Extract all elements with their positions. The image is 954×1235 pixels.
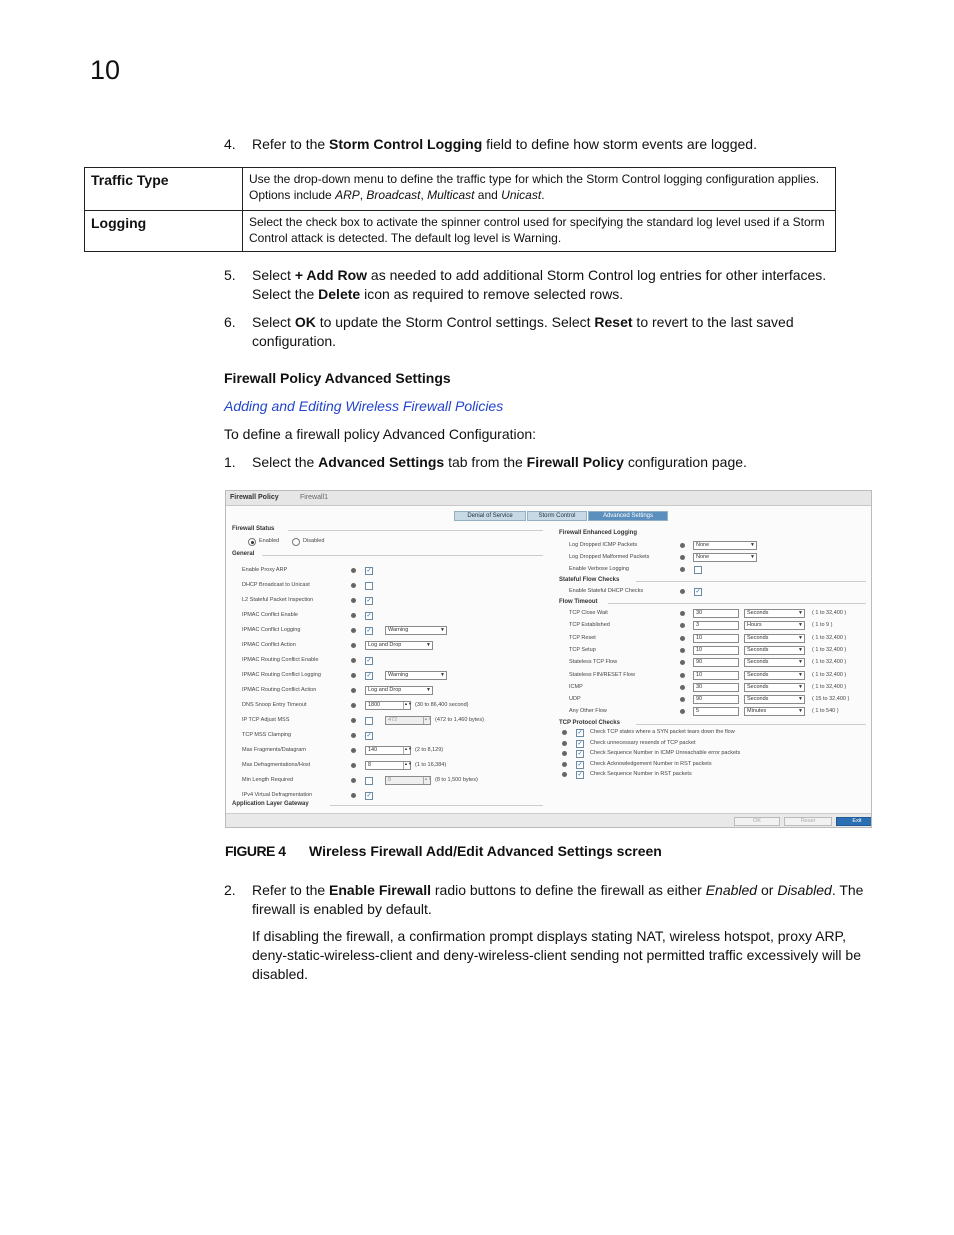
info-icon <box>680 623 685 628</box>
stateful-label: Stateful Flow Checks <box>559 577 620 583</box>
range-hint: ( 1 to 32,400 ) <box>812 610 847 616</box>
storm-logging-table <box>84 167 836 252</box>
table-desc: Use the drop-down menu to define the traffic type for which the Storm Control logging configuration applies. Options include ARP, Broadcast, Multicast and Unicast. <box>243 168 836 211</box>
info-icon <box>351 793 356 798</box>
setting-number-input[interactable] <box>365 701 411 710</box>
range-hint: ( 1 to 32,400 ) <box>812 659 847 666</box>
tcp-check-label: Check Sequence Number in RST packets <box>590 771 692 777</box>
setting-label: ICMP <box>569 683 583 690</box>
chevron-down-icon: ▼ <box>798 622 803 629</box>
chevron-down-icon: ▼ <box>798 683 803 690</box>
setting-checkbox[interactable]: ✓ <box>366 733 372 739</box>
advanced-settings-screenshot <box>225 490 872 828</box>
timeout-input[interactable]: 10 <box>693 634 739 643</box>
setting-label: Enable Verbose Logging <box>569 566 629 572</box>
select-value: Seconds <box>747 683 769 690</box>
timeout-input[interactable]: 30 <box>693 609 739 618</box>
info-icon <box>680 697 685 702</box>
select-value: Log and Drop <box>368 642 402 648</box>
range-hint: (8 to 1,500 bytes) <box>435 777 478 783</box>
chevron-down-icon: ▼ <box>798 646 803 653</box>
setting-checkbox[interactable]: ✓ <box>366 658 372 664</box>
setting-label: IPv4 Virtual Defragmentation <box>242 792 313 798</box>
info-icon <box>680 543 685 548</box>
spinner-arrows-icon[interactable]: ▲▼ <box>423 777 430 784</box>
setting-label: Log Dropped Malformed Packets <box>569 554 650 560</box>
tcp-check-label: Check TCP states where a SYN packet tears down the flow <box>590 729 735 735</box>
setting-checkbox[interactable]: ✓ <box>695 589 701 595</box>
setting-checkbox[interactable]: ✓ <box>366 568 372 574</box>
timeout-input[interactable]: 3 <box>693 621 739 630</box>
chevron-down-icon: ▼ <box>798 610 803 616</box>
unit-select[interactable] <box>744 621 805 630</box>
screen-header <box>226 491 871 506</box>
info-icon <box>351 763 356 768</box>
step-6: 6. Select OK to update the Storm Control settings. Select Reset to revert to the last saved configuration. <box>224 314 794 349</box>
range-hint: ( 1 to 32,400 ) <box>812 646 847 653</box>
setting-checkbox[interactable] <box>365 777 373 785</box>
setting-label: IPMAC Routing Conflict Logging <box>242 672 321 678</box>
info-icon <box>351 673 356 678</box>
info-icon <box>351 598 356 603</box>
chevron-down-icon: ▼ <box>798 659 803 666</box>
setting-label: DHCP Broadcast to Unicast <box>242 582 310 588</box>
setting-label: Enable Stateful DHCP Checks <box>569 588 644 594</box>
chevron-down-icon: ▼ <box>426 687 431 693</box>
timeout-input[interactable]: 5 <box>693 707 739 716</box>
info-icon <box>680 567 685 572</box>
chevron-down-icon: ▼ <box>440 627 445 633</box>
setting-checkbox[interactable] <box>365 582 373 590</box>
setting-label: TCP Setup <box>569 646 596 653</box>
step-1: 1. Select the Advanced Settings tab from the Firewall Policy configuration page. <box>224 454 747 470</box>
setting-label: IPMAC Routing Conflict Enable <box>242 657 319 663</box>
chevron-down-icon: ▼ <box>426 642 431 648</box>
divider <box>262 555 543 556</box>
timeout-input[interactable]: 10 <box>693 671 739 680</box>
screen-title: Firewall Policy <box>230 494 279 501</box>
general-label: General <box>232 551 255 557</box>
setting-label: TCP Established <box>569 622 610 629</box>
policies-link[interactable]: Adding and Editing Wireless Firewall Policies <box>224 398 504 414</box>
info-icon <box>562 730 567 735</box>
info-icon <box>680 660 685 665</box>
select-value: Seconds <box>747 696 769 703</box>
info-icon <box>351 658 356 663</box>
setting-label: Stateless TCP Flow <box>569 659 618 666</box>
setting-label: Stateless FIN/RESET Flow <box>569 671 635 678</box>
table-row <box>85 168 836 211</box>
range-hint: ( 1 to 32,400 ) <box>812 671 847 678</box>
exit-button[interactable]: Exit <box>836 817 872 826</box>
info-icon <box>351 583 356 588</box>
info-icon <box>680 685 685 690</box>
info-icon <box>680 636 685 641</box>
info-icon <box>351 688 356 693</box>
info-icon <box>351 613 356 618</box>
setting-number-input[interactable] <box>365 761 411 770</box>
range-hint: ( 1 to 9 ) <box>812 622 833 629</box>
info-icon <box>351 718 356 723</box>
info-icon <box>680 555 685 560</box>
range-hint: ( 1 to 32,400 ) <box>812 683 847 690</box>
tcp-check-checkbox[interactable]: ✓ <box>577 772 583 778</box>
unit-select[interactable] <box>744 683 805 692</box>
setting-checkbox[interactable]: ✓ <box>366 673 372 679</box>
table-key: Logging <box>85 211 243 252</box>
info-icon <box>351 628 356 633</box>
info-icon <box>680 709 685 714</box>
setting-checkbox[interactable]: ✓ <box>366 793 372 799</box>
table-row <box>85 211 836 252</box>
select-value: None <box>696 542 710 548</box>
enabled-label: Enabled <box>259 538 280 544</box>
setting-label: TCP Close Wait <box>569 610 608 616</box>
enabled-radio[interactable] <box>248 538 256 546</box>
app-layer-label: Application Layer Gateway <box>232 801 309 807</box>
select-value: Log and Drop <box>368 687 402 693</box>
chevron-down-icon: ▼ <box>798 671 803 678</box>
setting-label: Max Defragmentations/Host <box>242 762 311 768</box>
setting-select[interactable] <box>365 641 433 650</box>
info-icon <box>680 589 685 594</box>
input-value: 8 <box>388 777 392 783</box>
setting-select[interactable] <box>385 626 447 635</box>
chevron-down-icon: ▼ <box>440 672 445 678</box>
divider <box>636 581 866 582</box>
screen-footer <box>226 813 871 828</box>
info-icon <box>562 741 567 746</box>
unit-select[interactable] <box>744 695 805 704</box>
divider <box>288 530 543 531</box>
setting-number-input <box>385 716 431 725</box>
spinner-arrows-icon[interactable]: ▲▼ <box>403 762 410 769</box>
setting-checkbox[interactable]: ✓ <box>366 628 372 634</box>
setting-label: Min Length Required <box>242 777 294 783</box>
unit-select[interactable] <box>744 646 805 655</box>
info-icon <box>562 751 567 756</box>
setting-checkbox[interactable] <box>694 566 702 574</box>
info-icon <box>351 703 356 708</box>
info-icon <box>680 673 685 678</box>
setting-label: Log Dropped ICMP Packets <box>569 542 638 548</box>
setting-checkbox[interactable]: ✓ <box>366 613 372 619</box>
setting-number-input <box>385 776 431 785</box>
setting-select[interactable] <box>693 553 757 562</box>
spinner-arrows-icon[interactable]: ▲▼ <box>403 747 410 754</box>
setting-label: IPMAC Conflict Action <box>242 642 296 648</box>
tab-denial-of-service[interactable]: Denial of Service <box>454 511 526 521</box>
setting-number-input[interactable] <box>365 746 411 755</box>
intro-text: To define a firewall policy Advanced Configuration: <box>224 426 537 442</box>
disabled-label: Disabled <box>303 538 325 544</box>
input-value: 472 <box>388 717 398 723</box>
info-icon <box>351 733 356 738</box>
chevron-down-icon: ▼ <box>798 634 803 641</box>
table-desc: Select the check box to activate the spinner control used for specifying the standard log level used if a Storm Control attack is detected. The default log level is Warning. <box>243 211 836 252</box>
reset-button[interactable]: Reset <box>784 817 832 826</box>
spinner-arrows-icon[interactable]: ▲▼ <box>403 702 410 709</box>
chevron-down-icon: ▼ <box>798 708 803 715</box>
tcp-check-checkbox[interactable]: ✓ <box>577 761 583 768</box>
spinner-arrows-icon[interactable]: ▲▼ <box>423 717 430 724</box>
setting-label: IP TCP Adjust MSS <box>242 717 290 723</box>
info-icon <box>562 762 567 767</box>
select-value: Warning <box>388 627 409 633</box>
unit-select[interactable] <box>744 609 805 618</box>
step-2-note: If disabling the firewall, a confirmation prompt displays stating NAT, wireless hotspot, proxy ARP, deny-static-wireless-client and deny-wireless-client sending not permitted traffic excessively will be disabled. <box>252 928 861 982</box>
info-icon <box>680 611 685 616</box>
info-icon <box>351 778 356 783</box>
tcp-check-checkbox[interactable]: ✓ <box>577 730 583 736</box>
setting-label: Enable Proxy ARP <box>242 567 288 573</box>
ok-button[interactable]: OK <box>734 817 780 826</box>
setting-label: IPMAC Conflict Logging <box>242 627 301 633</box>
range-hint: (2 to 8,129) <box>415 747 444 753</box>
table-key: Traffic Type <box>85 168 243 211</box>
setting-select[interactable] <box>693 541 757 550</box>
info-icon <box>351 643 356 648</box>
step-2: 2. Refer to the Enable Firewall radio buttons to define the firewall as either Enabled or Disabled. The firewall is enabled by default. <box>224 882 864 917</box>
input-value: 1800 <box>368 702 381 708</box>
firewall-status-label: Firewall Status <box>232 526 275 532</box>
select-value: None <box>696 554 710 560</box>
select-value: Minutes <box>747 708 767 715</box>
setting-select[interactable] <box>385 671 447 680</box>
timeout-input[interactable]: 90 <box>693 695 739 704</box>
setting-label: IPMAC Routing Conflict Action <box>242 687 317 693</box>
input-value: 140 <box>368 747 378 753</box>
figure-label: FIGURE 4 <box>225 843 286 859</box>
setting-checkbox[interactable]: ✓ <box>366 598 372 604</box>
chevron-down-icon: ▼ <box>750 542 755 548</box>
tab-advanced-settings[interactable]: Advanced Settings <box>588 511 668 521</box>
disabled-radio[interactable] <box>292 538 300 546</box>
step-5: 5. Select + Add Row as needed to add additional Storm Control log entries for other interfaces. Select the Delete icon as required to remove selected rows. <box>224 267 827 302</box>
setting-label: DNS Snoop Entry Timeout <box>242 702 307 708</box>
step-4: 4. Refer to the Storm Control Logging field to define how storm events are logged. <box>224 136 757 152</box>
setting-label: Any Other Flow <box>569 708 607 715</box>
select-value: Seconds <box>747 634 769 641</box>
figure-title: Wireless Firewall Add/Edit Advanced Settings screen <box>309 843 662 859</box>
unit-select[interactable] <box>744 658 805 667</box>
range-hint: (30 to 86,400 second) <box>415 702 469 708</box>
input-value: 8 <box>368 762 372 768</box>
timeout-input[interactable]: 30 <box>693 683 739 692</box>
setting-label: TCP Reset <box>569 634 596 641</box>
info-icon <box>562 772 567 777</box>
range-hint: ( 15 to 32,400 ) <box>812 696 850 703</box>
tcp-check-label: Check Sequence Number in ICMP Unreachable error packets <box>590 750 741 756</box>
info-icon <box>351 568 356 573</box>
range-hint: ( 1 to 540 ) <box>812 708 839 715</box>
tcp-check-label: Check Acknowledgement Number in RST packets <box>590 760 712 767</box>
timeout-input[interactable]: 10 <box>693 646 739 655</box>
tcp-check-checkbox[interactable]: ✓ <box>577 751 583 757</box>
range-hint: ( 1 to 32,400 ) <box>812 634 847 641</box>
select-value: Seconds <box>747 646 769 653</box>
divider <box>608 603 866 604</box>
policy-name: Firewall1 <box>300 494 329 501</box>
enhanced-logging-label: Firewall Enhanced Logging <box>559 530 638 536</box>
range-hint: (472 to 1,460 bytes) <box>435 717 484 723</box>
unit-select[interactable] <box>744 707 805 716</box>
tab-storm-control[interactable]: Storm Control <box>527 511 587 521</box>
tcp-check-label: Check unnecessary resends of TCP packet <box>590 739 696 746</box>
storm-control-logging-term: Storm Control Logging <box>329 136 483 152</box>
select-value: Seconds <box>747 659 769 666</box>
chevron-down-icon: ▼ <box>798 696 803 703</box>
unit-select[interactable] <box>744 671 805 680</box>
chevron-down-icon: ▼ <box>750 554 755 560</box>
info-icon <box>680 648 685 653</box>
chapter-number: 10 <box>90 55 121 85</box>
divider <box>636 724 866 725</box>
range-hint: (1 to 16,384) <box>415 762 447 768</box>
select-value: Seconds <box>747 671 769 678</box>
setting-select[interactable] <box>365 686 433 695</box>
select-value: Hours <box>747 622 762 629</box>
tcp-checks-label: TCP Protocol Checks <box>559 720 620 726</box>
divider <box>330 805 543 806</box>
select-value: Seconds <box>747 610 769 616</box>
unit-select[interactable] <box>744 634 805 643</box>
info-icon <box>351 748 356 753</box>
timeout-input[interactable]: 90 <box>693 658 739 667</box>
flow-timeout-label: Flow Timeout <box>559 599 598 605</box>
setting-label: TCP MSS Clamping <box>242 732 292 738</box>
setting-label: UDP <box>569 696 581 703</box>
section-heading: Firewall Policy Advanced Settings <box>224 370 451 386</box>
tcp-check-checkbox[interactable]: ✓ <box>577 740 583 747</box>
setting-label: Max Fragments/Datagram <box>242 747 306 753</box>
setting-label: L2 Stateful Packet Inspection <box>242 597 314 603</box>
select-value: Warning <box>388 672 409 678</box>
setting-checkbox[interactable] <box>365 717 373 725</box>
setting-label: IPMAC Conflict Enable <box>242 612 298 618</box>
